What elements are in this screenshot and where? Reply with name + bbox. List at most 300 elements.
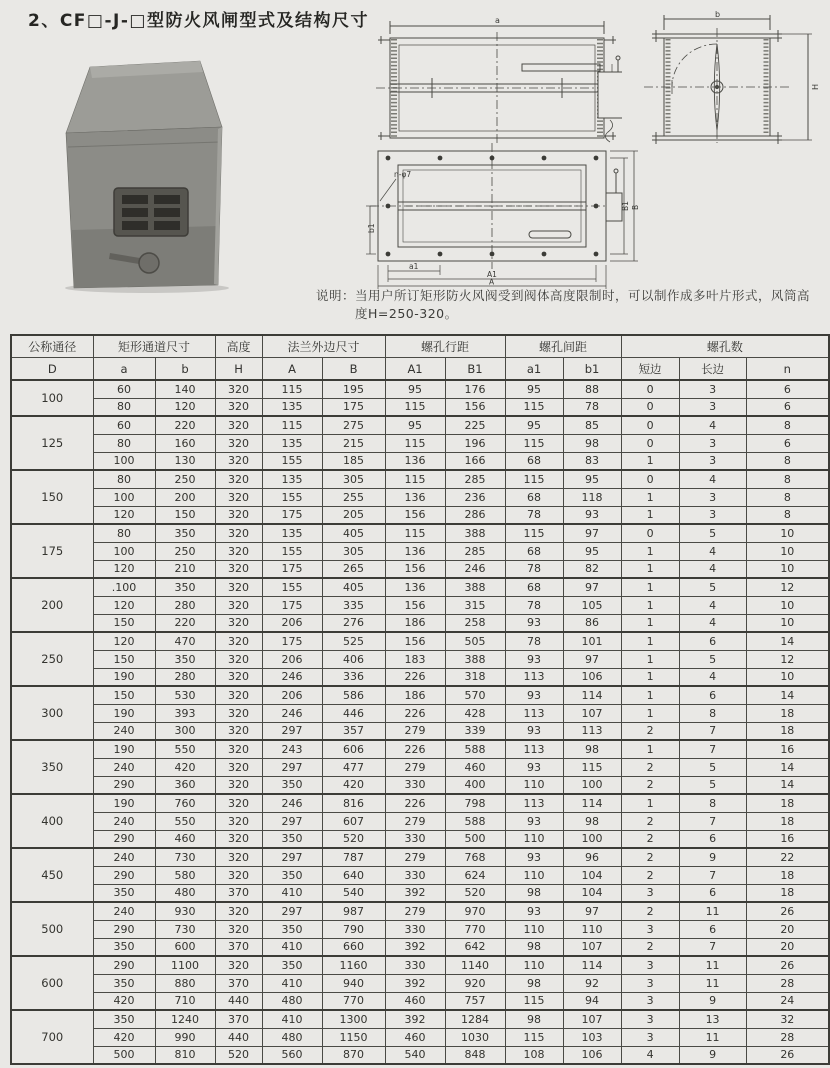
table-cell: 2: [621, 758, 679, 776]
table-cell: 798: [445, 794, 505, 812]
table-cell: 624: [445, 866, 505, 884]
table-cell: 2: [621, 938, 679, 956]
note: [316, 287, 828, 323]
table-cell: 236: [445, 488, 505, 506]
table-cell: 5: [679, 524, 746, 542]
table-cell: 68: [505, 542, 563, 560]
table-cell: 1030: [445, 1028, 505, 1046]
table-cell: 7: [679, 722, 746, 740]
table-cell: 135: [262, 434, 322, 452]
table-cell: 370: [215, 1010, 262, 1028]
table-cell-d: 350: [11, 740, 93, 794]
table-cell: 93: [505, 722, 563, 740]
table-cell: 320: [215, 434, 262, 452]
table-cell: 78: [505, 632, 563, 650]
table-cell: 11: [679, 1028, 746, 1046]
table-cell: 392: [385, 1010, 445, 1028]
table-cell: 4: [679, 668, 746, 686]
table-cell: 320: [215, 794, 262, 812]
table-row: [11, 614, 829, 632]
table-cell: 240: [93, 758, 155, 776]
table-cell: 240: [93, 812, 155, 830]
table-cell: 16: [746, 830, 829, 848]
table-cell: 246: [262, 668, 322, 686]
table-cell: 480: [262, 992, 322, 1010]
table-cell: 315: [445, 596, 505, 614]
table-cell: 0: [621, 398, 679, 416]
table-cell: 103: [563, 1028, 621, 1046]
table-cell: 78: [563, 398, 621, 416]
table-row: [11, 830, 829, 848]
header-nominal-diameter: 公称通径: [11, 335, 93, 358]
table-cell-d: 450: [11, 848, 93, 902]
dimension-table-wrap: [10, 334, 828, 1065]
table-cell: 388: [445, 650, 505, 668]
table-row: [11, 794, 829, 812]
table-cell: 987: [322, 902, 385, 920]
table-cell: 606: [322, 740, 385, 758]
table-cell: 10: [746, 524, 829, 542]
table-cell: 14: [746, 758, 829, 776]
table-cell: 1: [621, 506, 679, 524]
table-cell: 100: [563, 830, 621, 848]
table-cell: 6: [746, 380, 829, 398]
table-cell: 305: [322, 470, 385, 488]
dimension-table: [10, 334, 830, 1065]
table-cell: 150: [155, 506, 215, 524]
table-cell: 10: [746, 614, 829, 632]
table-cell: 1: [621, 740, 679, 758]
table-cell: 420: [322, 776, 385, 794]
table-cell: 136: [385, 578, 445, 596]
table-cell: 560: [262, 1046, 322, 1064]
table-cell-d: 100: [11, 380, 93, 416]
table-cell: 185: [322, 452, 385, 470]
table-row: [11, 398, 829, 416]
table-cell: 130: [155, 452, 215, 470]
table-cell: 220: [155, 614, 215, 632]
table-cell: 95: [385, 416, 445, 434]
table-cell: 98: [505, 974, 563, 992]
table-cell-d: 500: [11, 902, 93, 956]
table-cell: 392: [385, 884, 445, 902]
table-cell: 183: [385, 650, 445, 668]
table-cell: 156: [385, 560, 445, 578]
table-cell: 80: [93, 434, 155, 452]
table-cell: 115: [505, 434, 563, 452]
table-cell: 93: [505, 758, 563, 776]
table-cell: 320: [215, 614, 262, 632]
table-cell: 12: [746, 578, 829, 596]
table-cell: 78: [505, 506, 563, 524]
table-cell: 107: [563, 1010, 621, 1028]
table-cell: 150: [93, 686, 155, 704]
table-row: [11, 488, 829, 506]
table-cell: 255: [322, 488, 385, 506]
table-row: [11, 668, 829, 686]
table-cell-d: 250: [11, 632, 93, 686]
table-cell: 3: [679, 380, 746, 398]
table-cell: 320: [215, 776, 262, 794]
header-col-n: n: [746, 358, 829, 381]
dim-label-A1: A1: [487, 270, 497, 279]
table-cell: 115: [385, 524, 445, 542]
grille-slot: [154, 195, 180, 204]
table-cell: 68: [505, 578, 563, 596]
table-cell: 297: [262, 848, 322, 866]
table-cell: 13: [679, 1010, 746, 1028]
table-cell: 175: [322, 398, 385, 416]
table-cell: 0: [621, 470, 679, 488]
table-cell: 280: [155, 668, 215, 686]
table-cell: 186: [385, 614, 445, 632]
table-cell: 1: [621, 686, 679, 704]
note-text: 当用户所订矩形防火风阀受到阀体高度限制时，可以制作成多叶片形式，风筒高度H=250-320。: [355, 288, 811, 322]
table-cell: 206: [262, 686, 322, 704]
table-cell: 3: [621, 992, 679, 1010]
table-row: [11, 812, 829, 830]
header-col-A: A: [262, 358, 322, 381]
table-cell: 757: [445, 992, 505, 1010]
table-cell: 1: [621, 704, 679, 722]
table-cell: 428: [445, 704, 505, 722]
table-cell: 206: [262, 650, 322, 668]
table-cell: 14: [746, 632, 829, 650]
table-row: [11, 686, 829, 704]
table-cell: 175: [262, 596, 322, 614]
table-cell: 6: [679, 632, 746, 650]
table-cell: 0: [621, 524, 679, 542]
table-cell: 280: [155, 596, 215, 614]
table-cell: 136: [385, 542, 445, 560]
table-cell: 106: [563, 668, 621, 686]
table-cell: 370: [215, 884, 262, 902]
table-cell: 68: [505, 488, 563, 506]
table-cell: 940: [322, 974, 385, 992]
table-cell: 135: [262, 398, 322, 416]
table-cell: 1: [621, 650, 679, 668]
table-cell: 83: [563, 452, 621, 470]
table-cell: 1284: [445, 1010, 505, 1028]
table-cell: 104: [563, 884, 621, 902]
table-cell: 28: [746, 1028, 829, 1046]
header-col-H: H: [215, 358, 262, 381]
table-cell: 550: [155, 812, 215, 830]
table-row: [11, 380, 829, 398]
table-cell: 320: [215, 650, 262, 668]
table-cell: 0: [621, 380, 679, 398]
table-cell: 420: [93, 1028, 155, 1046]
table-cell: 240: [93, 902, 155, 920]
table-cell: 1300: [322, 1010, 385, 1028]
table-cell: 1: [621, 560, 679, 578]
table-cell: 520: [445, 884, 505, 902]
table-cell: 14: [746, 686, 829, 704]
table-cell: 156: [385, 632, 445, 650]
table-cell: 7: [679, 740, 746, 758]
table-cell: 160: [155, 434, 215, 452]
table-cell: 5: [679, 776, 746, 794]
table-cell: 642: [445, 938, 505, 956]
table-cell: 760: [155, 794, 215, 812]
table-cell: 60: [93, 380, 155, 398]
table-cell: 176: [445, 380, 505, 398]
table-cell: 190: [93, 740, 155, 758]
table-cell: 107: [563, 938, 621, 956]
table-cell: 279: [385, 848, 445, 866]
table-cell: 410: [262, 884, 322, 902]
table-cell: 110: [563, 920, 621, 938]
table-cell: 388: [445, 578, 505, 596]
table-cell: 95: [505, 380, 563, 398]
table-cell: 410: [262, 974, 322, 992]
table-cell: 93: [505, 686, 563, 704]
table-cell: 588: [445, 812, 505, 830]
table-cell: 330: [385, 956, 445, 974]
dim-label-B1: B1: [621, 201, 630, 211]
table-cell: 1140: [445, 956, 505, 974]
table-cell: 32: [746, 1010, 829, 1028]
table-cell: 880: [155, 974, 215, 992]
table-cell: 318: [445, 668, 505, 686]
table-cell: 243: [262, 740, 322, 758]
table-cell: 68: [505, 452, 563, 470]
table-cell: 8: [679, 794, 746, 812]
table-cell: 135: [262, 524, 322, 542]
table-cell: 115: [505, 1028, 563, 1046]
table-cell: 350: [262, 776, 322, 794]
table-cell: 26: [746, 902, 829, 920]
table-cell: 320: [215, 920, 262, 938]
hole-count-label: n-φ7: [394, 170, 412, 179]
table-cell: 2: [621, 902, 679, 920]
table-cell: 350: [155, 650, 215, 668]
table-cell: 1: [621, 578, 679, 596]
header-row-groups: [11, 335, 829, 358]
table-cell: 3: [621, 1028, 679, 1046]
table-cell: 930: [155, 902, 215, 920]
table-cell: 4: [679, 560, 746, 578]
table-cell: 275: [322, 416, 385, 434]
table-cell: 105: [563, 596, 621, 614]
table-cell: 420: [93, 992, 155, 1010]
table-cell: 115: [505, 398, 563, 416]
table-cell: 175: [262, 560, 322, 578]
table-cell: 350: [155, 578, 215, 596]
table-cell: 730: [155, 920, 215, 938]
table-cell: 279: [385, 812, 445, 830]
table-cell-d: 300: [11, 686, 93, 740]
table-cell: 18: [746, 884, 829, 902]
table-cell: 110: [505, 866, 563, 884]
table-cell: 350: [93, 884, 155, 902]
table-cell: 1: [621, 632, 679, 650]
table-cell: 400: [445, 776, 505, 794]
table-cell: 10: [746, 668, 829, 686]
table-cell: 186: [385, 686, 445, 704]
table-cell: 107: [563, 704, 621, 722]
table-cell: 320: [215, 668, 262, 686]
table-row: [11, 740, 829, 758]
table-cell: 350: [93, 1010, 155, 1028]
table-cell: 336: [322, 668, 385, 686]
table-cell: 156: [385, 596, 445, 614]
table-cell: 990: [155, 1028, 215, 1046]
table-cell: 320: [215, 686, 262, 704]
table-cell: 730: [155, 848, 215, 866]
table-cell: 392: [385, 938, 445, 956]
table-row: [11, 542, 829, 560]
table-cell: 114: [563, 794, 621, 812]
table-cell: 8: [746, 506, 829, 524]
table-cell: 770: [322, 992, 385, 1010]
table-cell: 1: [621, 794, 679, 812]
table-cell: 8: [746, 488, 829, 506]
table-row: [11, 884, 829, 902]
table-cell: 285: [445, 470, 505, 488]
header-group: 螺孔间距: [505, 335, 621, 358]
table-cell: 11: [679, 956, 746, 974]
table-cell: 115: [262, 416, 322, 434]
table-cell: 520: [322, 830, 385, 848]
table-cell: 97: [563, 650, 621, 668]
table-cell-d: 400: [11, 794, 93, 848]
table-cell: 2: [621, 776, 679, 794]
table-cell: 320: [215, 596, 262, 614]
table-cell: 97: [563, 578, 621, 596]
dim-label-a1: a1: [409, 262, 419, 271]
table-cell: 320: [215, 704, 262, 722]
table-cell: 210: [155, 560, 215, 578]
table-row: [11, 938, 829, 956]
table-cell: 6: [679, 920, 746, 938]
table-cell: 3: [621, 884, 679, 902]
table-cell: 816: [322, 794, 385, 812]
table-cell: 350: [155, 524, 215, 542]
table-cell: 93: [505, 650, 563, 668]
table-cell: 10: [746, 560, 829, 578]
dim-label-b1: b1: [367, 223, 376, 233]
table-cell: 770: [445, 920, 505, 938]
table-cell: 110: [505, 956, 563, 974]
table-cell: 175: [262, 632, 322, 650]
table-cell: .100: [93, 578, 155, 596]
table-row: [11, 992, 829, 1010]
table-cell: 246: [262, 794, 322, 812]
table-cell: 5: [679, 578, 746, 596]
table-cell: 93: [505, 614, 563, 632]
table-cell: 95: [563, 542, 621, 560]
table-cell: 3: [679, 488, 746, 506]
table-cell: 600: [155, 938, 215, 956]
table-cell: 410: [262, 1010, 322, 1028]
grille-slot: [154, 221, 180, 230]
table-cell: 98: [505, 1010, 563, 1028]
table-cell: 113: [505, 794, 563, 812]
table-cell: 970: [445, 902, 505, 920]
table-cell: 920: [445, 974, 505, 992]
table-cell: 156: [385, 506, 445, 524]
table-cell: 246: [445, 560, 505, 578]
table-cell: 477: [322, 758, 385, 776]
table-cell: 2: [621, 812, 679, 830]
table-cell: 115: [505, 992, 563, 1010]
grille-slot: [154, 208, 180, 217]
table-cell: 18: [746, 722, 829, 740]
table-cell: 18: [746, 704, 829, 722]
table-cell: 440: [215, 992, 262, 1010]
table-cell: 155: [262, 452, 322, 470]
table-cell: 110: [505, 776, 563, 794]
table-head: [11, 335, 829, 380]
header-group: 高度: [215, 335, 262, 358]
table-cell: 155: [262, 488, 322, 506]
header-group: 螺孔行距: [385, 335, 505, 358]
table-cell: 279: [385, 722, 445, 740]
table-cell: 136: [385, 488, 445, 506]
table-cell: 607: [322, 812, 385, 830]
header-col-短边: 短边: [621, 358, 679, 381]
table-cell: 97: [563, 902, 621, 920]
table-cell: 113: [505, 668, 563, 686]
table-cell: 150: [93, 614, 155, 632]
table-cell: 320: [215, 812, 262, 830]
header-col-D: D: [11, 358, 93, 381]
table-cell: 279: [385, 902, 445, 920]
table-cell: 320: [215, 488, 262, 506]
table-cell: 6: [679, 884, 746, 902]
table-cell: 95: [505, 416, 563, 434]
table-cell: 1: [621, 668, 679, 686]
grille-slot: [122, 221, 148, 230]
table-cell: 320: [215, 524, 262, 542]
table-cell: 120: [93, 560, 155, 578]
dim-label-a: a: [495, 16, 500, 25]
table-cell: 370: [215, 938, 262, 956]
table-cell: 285: [445, 542, 505, 560]
table-cell: 3: [679, 452, 746, 470]
header-col-b1: b1: [563, 358, 621, 381]
table-cell: 640: [322, 866, 385, 884]
table-cell: 115: [505, 470, 563, 488]
table-cell: 2: [621, 830, 679, 848]
table-cell: 7: [679, 938, 746, 956]
table-row: [11, 902, 829, 920]
table-cell: 6: [679, 686, 746, 704]
table-cell: 320: [215, 632, 262, 650]
table-cell: 320: [215, 380, 262, 398]
table-cell: 97: [563, 524, 621, 542]
table-cell: 226: [385, 740, 445, 758]
table-cell: 525: [322, 632, 385, 650]
table-cell: 393: [155, 704, 215, 722]
table-cell: 26: [746, 1046, 829, 1064]
table-cell: 4: [679, 416, 746, 434]
table-row: [11, 524, 829, 542]
table-cell: 140: [155, 380, 215, 398]
table-cell: 3: [621, 956, 679, 974]
table-cell: 1: [621, 488, 679, 506]
table-cell: 106: [563, 1046, 621, 1064]
table-cell-d: 700: [11, 1010, 93, 1064]
table-cell: 155: [262, 542, 322, 560]
table-cell: 250: [155, 470, 215, 488]
table-cell: 350: [262, 830, 322, 848]
table-cell-d: 175: [11, 524, 93, 578]
table-cell: 92: [563, 974, 621, 992]
table-cell: 335: [322, 596, 385, 614]
header-col-长边: 长边: [679, 358, 746, 381]
